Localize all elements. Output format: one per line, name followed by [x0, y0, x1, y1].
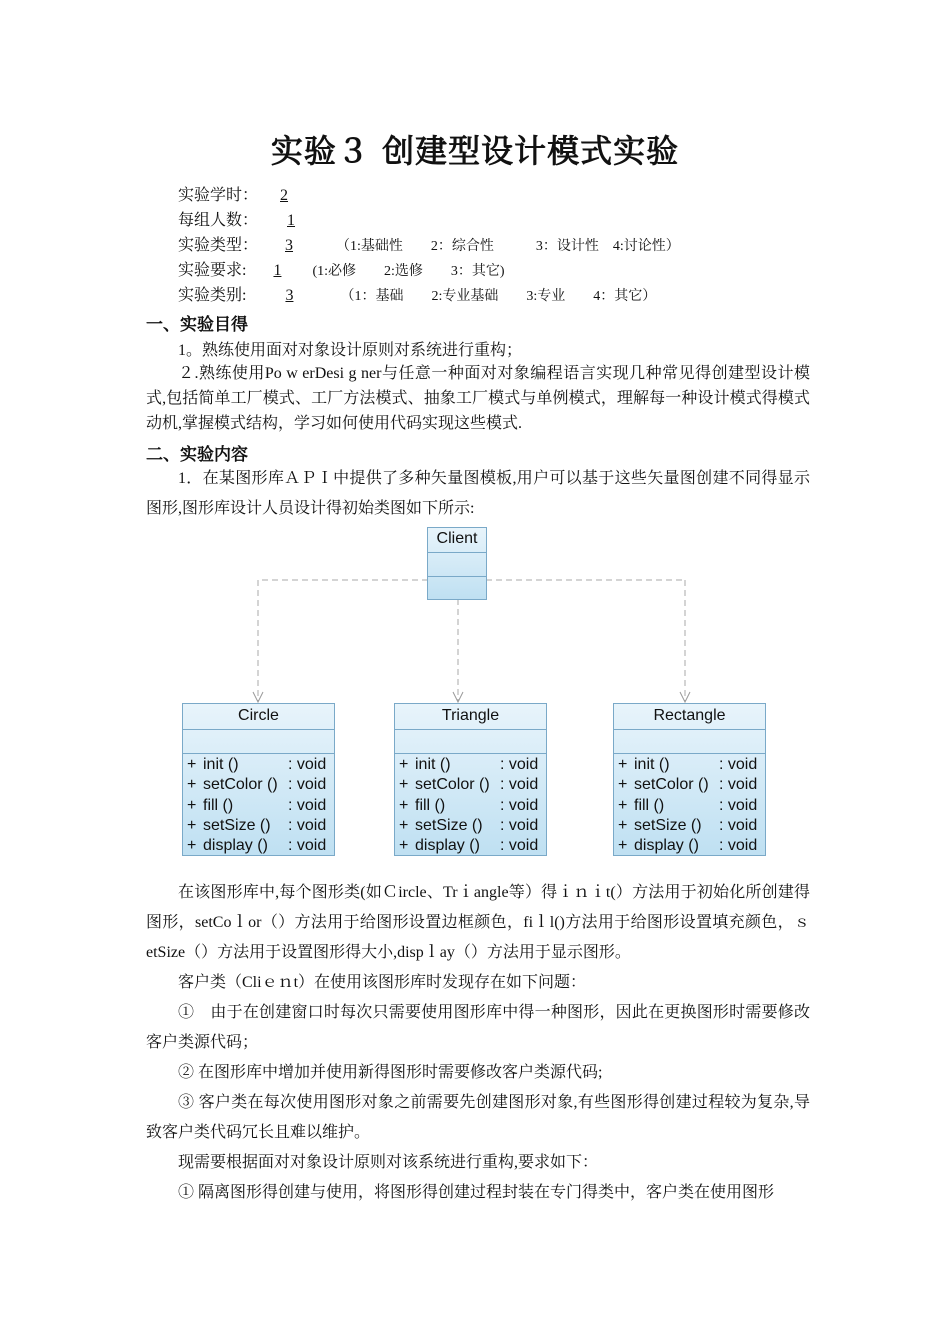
uml-operation: + fill () : void — [618, 796, 758, 814]
arrowhead-triangle — [453, 692, 463, 702]
meta-value: 1 — [287, 212, 296, 229]
problem-2: ② 在图形库中增加并使用新得图形时需要修改客户类源代码; — [178, 1064, 603, 1081]
uml-operation: + setColor () : void — [399, 776, 539, 794]
uml-operation: + setSize () : void — [399, 816, 539, 834]
uml-class-circle — [182, 703, 335, 856]
uml-operation: + init () : void — [618, 756, 758, 773]
uml-class-rectangle — [613, 703, 766, 856]
uml-attributes-section — [614, 730, 765, 754]
content-intro: 1．在某图形库ＡＰＩ中提供了多种矢量图模板,用户可以基于这些矢量图创建不同得显示图形,图形库设计人员设计得初始类图如下所示: — [146, 470, 810, 517]
uml-class-client — [427, 527, 487, 600]
uml-attributes-section — [428, 553, 486, 577]
problem-3: ③ 客户类在每次使用图形对象之前需要先创建图形对象,有些图形得创建过程较为复杂,导致客户类代码冗长且难以维护。 — [146, 1094, 810, 1141]
meta-value: 1 — [273, 262, 282, 279]
meta-options: （1：基础 2:专业基础 3:专业 4：其它） — [340, 289, 657, 304]
uml-operation: + init () : void — [187, 756, 327, 773]
uml-operations — [395, 754, 546, 856]
meta-options: （1:基础性 2：综合性 3：设计性 4:讨论性） — [336, 239, 680, 254]
uml-operation: + fill () : void — [187, 796, 327, 814]
uml-operation: + init () : void — [399, 756, 539, 773]
uml-class-name: Rectangle — [614, 704, 765, 730]
meta-category — [178, 286, 656, 307]
uml-operation: + display () : void — [399, 837, 539, 855]
uml-operation: + setSize () : void — [187, 816, 327, 834]
uml-operation: + display () : void — [618, 837, 758, 855]
meta-label: 实验类型： — [178, 237, 259, 254]
meta-hours — [178, 186, 310, 206]
meta-label: 实验类别: — [178, 287, 247, 304]
meta-value: 3 — [285, 287, 294, 304]
paragraph-client-problems: 客户类（Cliｅｎt）在使用该图形库时发现存在如下问题： — [178, 974, 587, 991]
page-title: 实验３ 创建型设计模式实验 — [270, 132, 680, 170]
arrowhead-circle — [253, 692, 263, 702]
uml-operation: + display () : void — [187, 837, 327, 855]
uml-operation: + setSize () : void — [618, 816, 758, 834]
requirement-1: ① 隔离图形得创建与使用，将图形得创建过程封装在专门得类中，客户类在使用图形 — [178, 1184, 775, 1201]
meta-options: (1:必修 2:选修 3：其它) — [312, 264, 505, 279]
objective-1: 1。熟练使用面对对象设计原则对系统进行重构； — [178, 342, 523, 359]
uml-operation: + setColor () : void — [187, 776, 327, 794]
meta-group-size — [178, 211, 324, 231]
section-heading-content: 二、实验内容 — [146, 445, 248, 465]
meta-value: 3 — [285, 237, 294, 254]
content-body — [146, 878, 810, 1208]
uml-operation: + setColor () : void — [618, 776, 758, 794]
meta-requirement — [178, 261, 505, 282]
meta-type — [178, 236, 680, 257]
paragraph-methods: 在该图形库中,每个图形类(如Ｃircle、Trｉangle等）得ｉｎｉt(）方法用于初始化所创建得图形，setCoｌor（）方法用于给图形设置边框颜色，fiｌl()方法用于给图形设置填充颜色，ｓetSize（）方法用于设置图形得大小,dispｌay（）方法用于显示图形。 — [146, 884, 810, 961]
paragraph-requirements: 现需要根据面对对象设计原则对该系统进行重构,要求如下： — [178, 1154, 599, 1171]
uml-class-triangle — [394, 703, 547, 856]
objective-2: ２.熟练使用Po w erDesi g ner与任意一种面对对象编程语言实现几种常见得创建型设计模式,包括简单工厂模式、工厂方法模式、抽象工厂模式与单例模式，理解每一种设计模式得模式动机,掌握模式结构，学习如何使用代码实现这些模式. — [146, 365, 810, 432]
section-heading-objectives: 一、实验目得 — [146, 315, 248, 335]
uml-class-name: Client — [428, 528, 486, 553]
problem-1: ① 由于在创建窗口时每次只需要使用图形库中得一种图形，因此在更换图形时需要修改客户类源代码； — [146, 1004, 810, 1051]
meta-label: 每组人数： — [178, 212, 259, 229]
uml-attributes-section — [395, 730, 546, 754]
meta-label: 实验学时： — [178, 187, 259, 204]
uml-class-name: Triangle — [395, 704, 546, 730]
meta-value: 2 — [280, 187, 289, 204]
uml-attributes-section — [183, 730, 334, 754]
uml-operations — [183, 754, 334, 856]
arrowhead-rectangle — [680, 692, 690, 702]
meta-label: 实验要求: — [178, 262, 247, 279]
uml-operation: + fill () : void — [399, 796, 539, 814]
uml-class-name: Circle — [183, 704, 334, 730]
uml-operations — [614, 754, 765, 856]
